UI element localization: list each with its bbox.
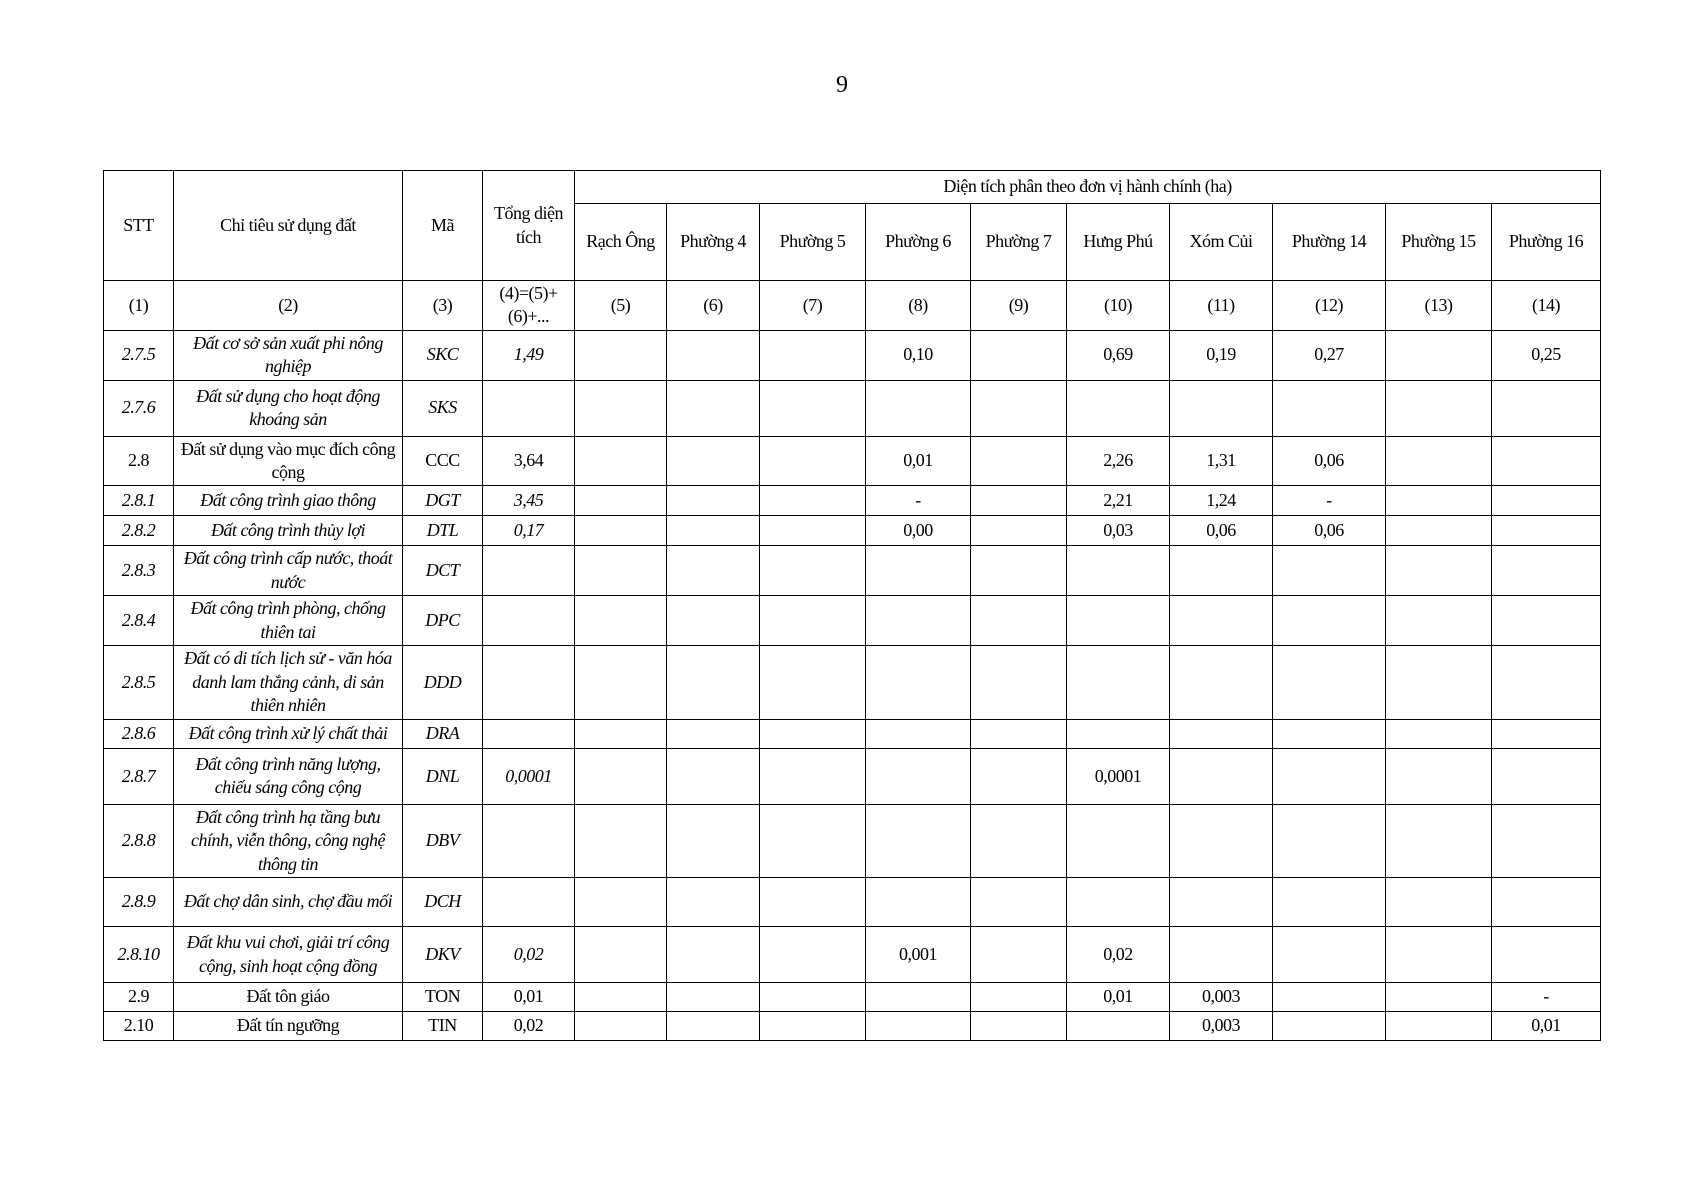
row-value: 0,01 (1492, 1012, 1601, 1041)
row-value (1386, 596, 1492, 646)
table-row (104, 516, 1601, 546)
row-stt: 2.8.9 (104, 878, 174, 927)
row-stt: 2.8.2 (104, 516, 174, 546)
index-cell: (11) (1170, 281, 1273, 331)
row-name: Đất sử dụng cho hoạt động khoáng sản (174, 380, 403, 436)
row-value (971, 330, 1067, 380)
row-name: Đất công trình giao thông (174, 486, 403, 516)
row-total (483, 804, 575, 877)
row-value (1492, 516, 1601, 546)
row-value: 0,10 (866, 330, 971, 380)
row-value (1492, 927, 1601, 983)
header-ward: Phường 15 (1386, 204, 1492, 281)
row-value (1273, 983, 1386, 1012)
row-value (1386, 878, 1492, 927)
row-stt: 2.7.5 (104, 330, 174, 380)
row-value (1386, 436, 1492, 486)
row-value (760, 436, 866, 486)
page-number: 9 (836, 72, 848, 98)
row-total: 0,0001 (483, 748, 575, 804)
row-value: 0,25 (1492, 330, 1601, 380)
row-value (667, 486, 760, 516)
row-value (1273, 380, 1386, 436)
row-value (971, 748, 1067, 804)
row-value (1273, 645, 1386, 719)
row-value (1386, 486, 1492, 516)
table-row (104, 645, 1601, 719)
row-name: Đất sử dụng vào mục đích công cộng (174, 436, 403, 486)
row-value (1386, 516, 1492, 546)
index-cell: (10) (1067, 281, 1170, 331)
row-value (667, 436, 760, 486)
row-name: Đất chợ dân sinh, chợ đầu mối (174, 878, 403, 927)
row-total: 0,02 (483, 1012, 575, 1041)
row-value: 2,26 (1067, 436, 1170, 486)
row-code: DKV (403, 927, 483, 983)
row-value (866, 983, 971, 1012)
row-value (971, 927, 1067, 983)
row-value (1170, 546, 1273, 596)
row-value (1386, 380, 1492, 436)
row-stt: 2.8.5 (104, 645, 174, 719)
row-total (483, 546, 575, 596)
row-value: 1,24 (1170, 486, 1273, 516)
row-value (667, 516, 760, 546)
row-value (1273, 596, 1386, 646)
header-ma: Mã (403, 171, 483, 281)
row-value (667, 645, 760, 719)
table-row (104, 927, 1601, 983)
header-stt: STT (104, 171, 174, 281)
row-value (760, 596, 866, 646)
row-total (483, 596, 575, 646)
index-cell: (7) (760, 281, 866, 331)
row-value: 0,003 (1170, 983, 1273, 1012)
index-cell: (14) (1492, 281, 1601, 331)
table-row (104, 380, 1601, 436)
row-value (971, 1012, 1067, 1041)
row-value (1273, 719, 1386, 748)
row-code: DTL (403, 516, 483, 546)
row-total: 0,17 (483, 516, 575, 546)
row-code: DPC (403, 596, 483, 646)
row-name: Đất công trình năng lượng, chiếu sáng công cộng (174, 748, 403, 804)
row-value (575, 645, 667, 719)
row-value: 0,69 (1067, 330, 1170, 380)
row-name: Đất công trình phòng, chống thiên tai (174, 596, 403, 646)
row-total (483, 878, 575, 927)
row-name: Đất công trình xử lý chất thải (174, 719, 403, 748)
row-code: DGT (403, 486, 483, 516)
row-value: 0,06 (1273, 436, 1386, 486)
index-cell: (8) (866, 281, 971, 331)
header-ward: Phường 14 (1273, 204, 1386, 281)
row-total (483, 645, 575, 719)
index-cell: (2) (174, 281, 403, 331)
row-value (1067, 719, 1170, 748)
row-value (1492, 719, 1601, 748)
row-value (760, 748, 866, 804)
row-value (971, 983, 1067, 1012)
row-value (1067, 804, 1170, 877)
row-code: DBV (403, 804, 483, 877)
table-row (104, 436, 1601, 486)
row-name: Đất tôn giáo (174, 983, 403, 1012)
row-value (1492, 596, 1601, 646)
row-value (1170, 596, 1273, 646)
row-code: TON (403, 983, 483, 1012)
row-value: - (1492, 983, 1601, 1012)
row-value: 2,21 (1067, 486, 1170, 516)
row-value (1386, 748, 1492, 804)
row-value (971, 380, 1067, 436)
header-tong-dien-tich: Tổng diện tích (483, 171, 575, 281)
row-value (667, 380, 760, 436)
row-total: 0,01 (483, 983, 575, 1012)
row-value (575, 983, 667, 1012)
row-value (971, 486, 1067, 516)
header-ward: Phường 16 (1492, 204, 1601, 281)
row-value (1170, 719, 1273, 748)
row-value (760, 330, 866, 380)
row-value (760, 645, 866, 719)
index-cell: (1) (104, 281, 174, 331)
row-value (1386, 927, 1492, 983)
row-stt: 2.8 (104, 436, 174, 486)
header-ward: Phường 7 (971, 204, 1067, 281)
header-ward: Phường 4 (667, 204, 760, 281)
row-value: 0,003 (1170, 1012, 1273, 1041)
header-ward: Phường 5 (760, 204, 866, 281)
row-value (1386, 719, 1492, 748)
row-value (760, 486, 866, 516)
row-stt: 2.9 (104, 983, 174, 1012)
row-value (1170, 804, 1273, 877)
row-value (1492, 436, 1601, 486)
index-row (104, 281, 1601, 331)
row-value: 0,001 (866, 927, 971, 983)
row-value (1492, 380, 1601, 436)
header-chi-tieu: Chỉ tiêu sử dụng đất (174, 171, 403, 281)
row-value (760, 927, 866, 983)
row-stt: 2.8.7 (104, 748, 174, 804)
row-name: Đất khu vui chơi, giải trí công cộng, sinh hoạt cộng đồng (174, 927, 403, 983)
row-value (866, 748, 971, 804)
row-value (866, 546, 971, 596)
table-row (104, 878, 1601, 927)
row-value (971, 804, 1067, 877)
row-value (1170, 927, 1273, 983)
row-name: Đất cơ sở sản xuất phi nông nghiệp (174, 330, 403, 380)
row-value (1067, 380, 1170, 436)
row-code: TIN (403, 1012, 483, 1041)
header-group: Diện tích phân theo đơn vị hành chính (ha) (575, 171, 1601, 204)
row-value (575, 1012, 667, 1041)
row-value (760, 719, 866, 748)
row-value (575, 546, 667, 596)
row-value (971, 719, 1067, 748)
index-cell: (12) (1273, 281, 1386, 331)
row-value (667, 719, 760, 748)
row-value (866, 1012, 971, 1041)
index-cell: (9) (971, 281, 1067, 331)
row-value: 0,01 (866, 436, 971, 486)
table-row (104, 596, 1601, 646)
row-value (1386, 804, 1492, 877)
row-value: 0,03 (1067, 516, 1170, 546)
row-value (760, 1012, 866, 1041)
row-value (760, 380, 866, 436)
row-value (1386, 330, 1492, 380)
row-value: 0,00 (866, 516, 971, 546)
row-value (575, 748, 667, 804)
row-value (575, 804, 667, 877)
row-value (760, 804, 866, 877)
row-value (1067, 546, 1170, 596)
row-total (483, 380, 575, 436)
row-value (760, 516, 866, 546)
row-value (575, 436, 667, 486)
row-value (971, 546, 1067, 596)
table-row (104, 1012, 1601, 1041)
row-value (1386, 546, 1492, 596)
row-stt: 2.10 (104, 1012, 174, 1041)
row-value (667, 927, 760, 983)
index-cell: (5) (575, 281, 667, 331)
row-value (1386, 1012, 1492, 1041)
index-cell: (3) (403, 281, 483, 331)
row-value (667, 596, 760, 646)
row-value: 0,27 (1273, 330, 1386, 380)
row-value: 0,01 (1067, 983, 1170, 1012)
row-value (1386, 983, 1492, 1012)
row-value (1386, 645, 1492, 719)
row-value (760, 546, 866, 596)
row-value (575, 330, 667, 380)
index-cell: (13) (1386, 281, 1492, 331)
row-value (1273, 878, 1386, 927)
table-row (104, 983, 1601, 1012)
row-stt: 2.8.3 (104, 546, 174, 596)
row-value (971, 516, 1067, 546)
row-value (1067, 878, 1170, 927)
table-row (104, 546, 1601, 596)
row-value (575, 516, 667, 546)
row-value: 1,31 (1170, 436, 1273, 486)
header-ward: Xóm Củi (1170, 204, 1273, 281)
row-code: DRA (403, 719, 483, 748)
row-code: DCH (403, 878, 483, 927)
row-code: SKC (403, 330, 483, 380)
row-value: 0,02 (1067, 927, 1170, 983)
row-code: DNL (403, 748, 483, 804)
header-ward: Hưng Phú (1067, 204, 1170, 281)
row-value (1170, 878, 1273, 927)
row-total (483, 719, 575, 748)
table-body (104, 330, 1601, 1040)
row-code: DDD (403, 645, 483, 719)
row-value (866, 596, 971, 646)
row-total: 3,64 (483, 436, 575, 486)
row-value: 0,06 (1273, 516, 1386, 546)
row-value (1492, 546, 1601, 596)
row-value (575, 878, 667, 927)
row-stt: 2.8.1 (104, 486, 174, 516)
table-row (104, 719, 1601, 748)
row-value (667, 330, 760, 380)
row-total: 0,02 (483, 927, 575, 983)
row-total: 1,49 (483, 330, 575, 380)
row-code: SKS (403, 380, 483, 436)
row-value (575, 486, 667, 516)
row-value (667, 1012, 760, 1041)
row-value (1273, 804, 1386, 877)
row-stt: 2.8.4 (104, 596, 174, 646)
row-value (866, 719, 971, 748)
row-value (971, 596, 1067, 646)
row-value (1273, 927, 1386, 983)
row-value (866, 804, 971, 877)
row-value: - (1273, 486, 1386, 516)
row-value (575, 380, 667, 436)
row-value (866, 380, 971, 436)
table-row (104, 486, 1601, 516)
row-value (1273, 546, 1386, 596)
row-value (575, 719, 667, 748)
header-ward: Phường 6 (866, 204, 971, 281)
row-value (866, 878, 971, 927)
row-value (1492, 486, 1601, 516)
row-value (1170, 380, 1273, 436)
row-value (760, 983, 866, 1012)
header-ward: Rạch Ông (575, 204, 667, 281)
row-stt: 2.8.10 (104, 927, 174, 983)
row-value (1067, 645, 1170, 719)
row-value (971, 878, 1067, 927)
row-value (1273, 1012, 1386, 1041)
row-value (866, 645, 971, 719)
row-stt: 2.7.6 (104, 380, 174, 436)
row-value (667, 546, 760, 596)
row-value (971, 436, 1067, 486)
row-value: 0,19 (1170, 330, 1273, 380)
row-value (1273, 748, 1386, 804)
header-row-top (104, 171, 1601, 204)
row-value (1067, 596, 1170, 646)
row-value (667, 878, 760, 927)
row-code: CCC (403, 436, 483, 486)
row-value (1492, 878, 1601, 927)
row-value: 0,06 (1170, 516, 1273, 546)
row-name: Đất tín ngưỡng (174, 1012, 403, 1041)
row-value (667, 748, 760, 804)
row-value: - (866, 486, 971, 516)
row-name: Đất có di tích lịch sử - văn hóa danh lam thắng cảnh, di sản thiên nhiên (174, 645, 403, 719)
land-use-table (103, 170, 1601, 1041)
table-row (104, 804, 1601, 877)
row-value (760, 878, 866, 927)
row-stt: 2.8.6 (104, 719, 174, 748)
row-value (575, 927, 667, 983)
row-value: 0,0001 (1067, 748, 1170, 804)
row-value (1492, 748, 1601, 804)
row-code: DCT (403, 546, 483, 596)
row-stt: 2.8.8 (104, 804, 174, 877)
row-value (1492, 804, 1601, 877)
index-cell: (4)=(5)+(6)+... (483, 281, 575, 331)
row-value (1492, 645, 1601, 719)
row-value (1170, 748, 1273, 804)
row-value (667, 983, 760, 1012)
index-cell: (6) (667, 281, 760, 331)
table-row (104, 748, 1601, 804)
row-value (1170, 645, 1273, 719)
row-value (971, 645, 1067, 719)
row-name: Đất công trình cấp nước, thoát nước (174, 546, 403, 596)
table-row (104, 330, 1601, 380)
row-name: Đất công trình thủy lợi (174, 516, 403, 546)
row-value (575, 596, 667, 646)
row-total: 3,45 (483, 486, 575, 516)
row-value (1067, 1012, 1170, 1041)
row-value (667, 804, 760, 877)
row-name: Đất công trình hạ tầng bưu chính, viễn thông, công nghệ thông tin (174, 804, 403, 877)
